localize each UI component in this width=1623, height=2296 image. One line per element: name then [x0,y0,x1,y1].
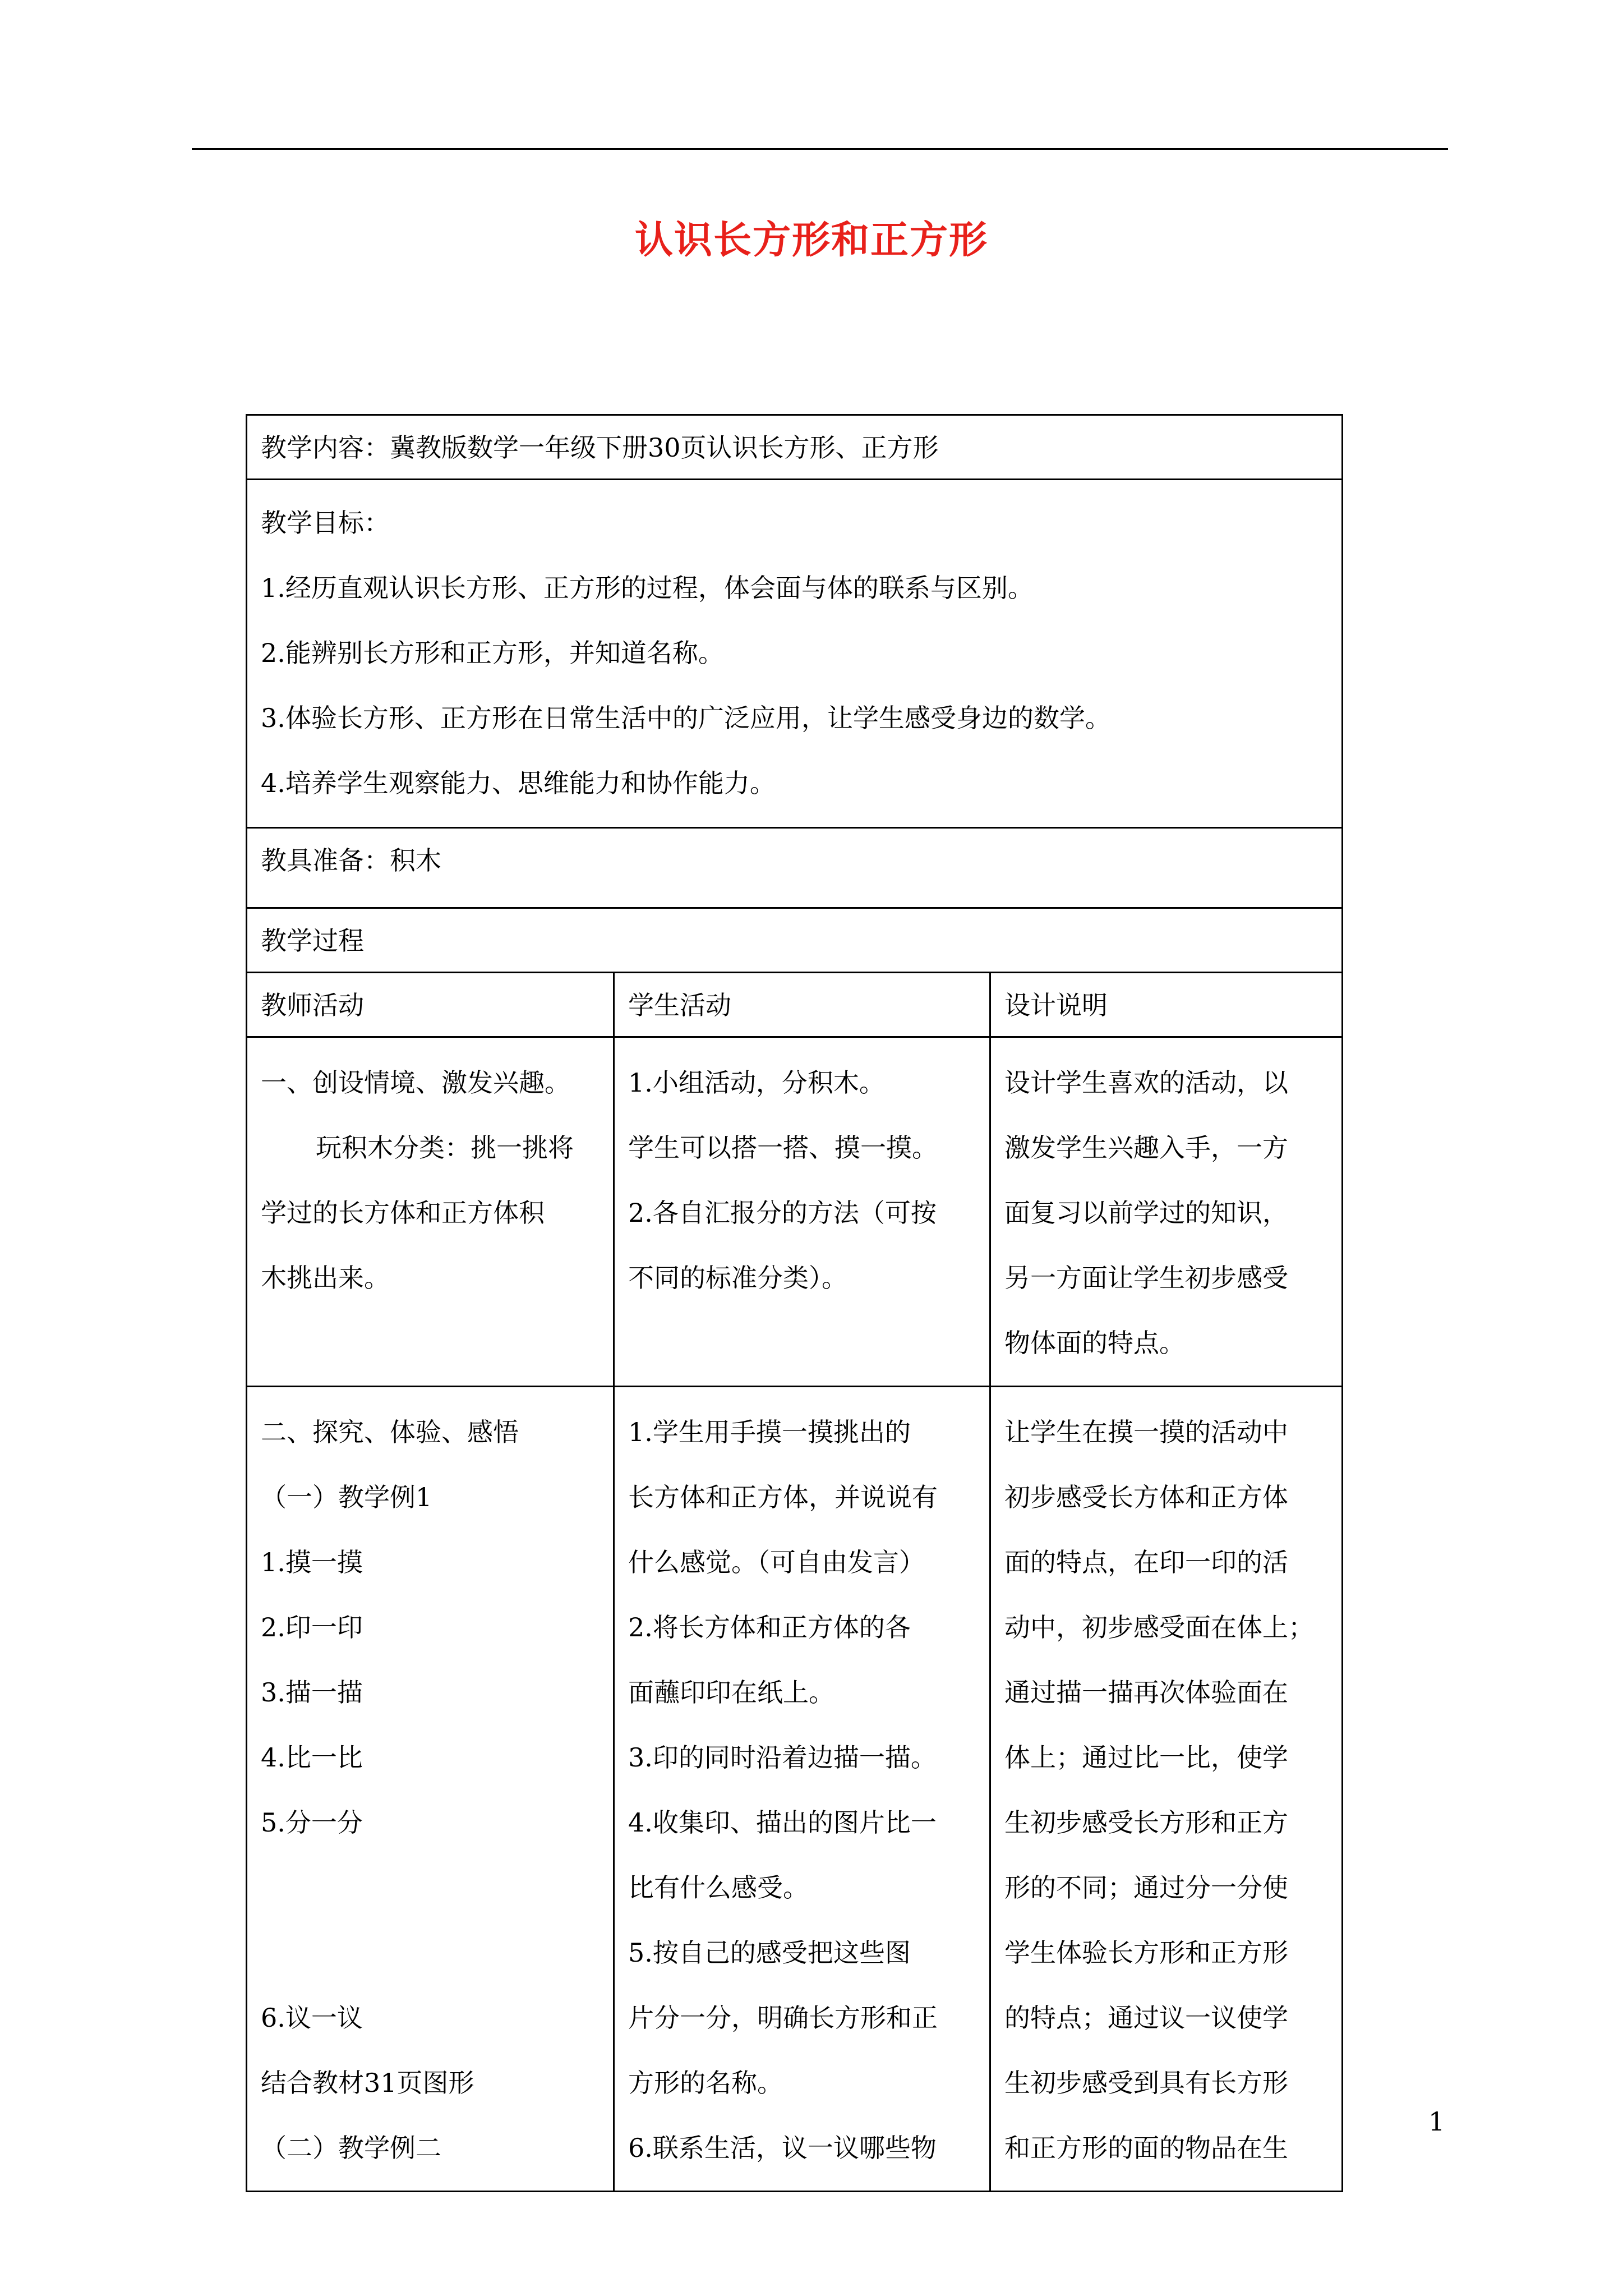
text-line: 1.学生用手摸一摸挑出的 [628,1417,911,1447]
text-line: 1.小组活动，分积木。 [628,1068,885,1098]
column-header-teacher: 教师活动 [247,973,614,1037]
section-2-design [990,1387,1343,2192]
text-line: 2.将长方体和正方体的各 [628,1612,911,1642]
text-line: 激发学生兴趣入手，一方 [1004,1133,1288,1163]
section-1-design [990,1037,1343,1387]
text-line: 长方体和正方体，并说说有 [628,1482,938,1512]
text-line: 初步感受长方体和正方体 [1004,1482,1288,1512]
text-line: 另一方面让学生初步感受 [1004,1263,1288,1293]
text-line: 生初步感受到具有长方形 [1004,2068,1288,2098]
objectives-heading: 教学目标： [261,508,390,538]
text-line: 4.比一比 [261,1742,363,1773]
teaching-objectives [247,480,1343,828]
text-line: 不同的标准分类）。 [628,1263,847,1293]
teaching-materials: 教具准备：积木 [247,828,1343,908]
text-line: 4.收集印、描出的图片比一 [628,1807,937,1838]
text-line: 3.印的同时沿着边描一描。 [628,1742,937,1773]
section-1-student [614,1037,990,1387]
teaching-process-heading: 教学过程 [247,908,1343,973]
objectives-row [247,480,1343,828]
text-line: 学生可以搭一搭、摸一摸。 [628,1133,938,1163]
objective-item: 2.能辨别长方形和正方形，并知道名称。 [261,638,724,668]
lesson-plan-table [246,414,1343,2192]
materials-row [247,828,1343,908]
teaching-content: 教学内容：冀教版数学一年级下册30页认识长方形、正方形 [247,415,1343,480]
text-line: 比有什么感受。 [628,1872,809,1903]
column-header-student: 学生活动 [614,973,990,1037]
column-header-design: 设计说明 [990,973,1343,1037]
text-line: 生初步感受长方形和正方 [1004,1807,1288,1838]
text-line: 让学生在摸一摸的活动中 [1004,1417,1288,1447]
section-1-row [247,1037,1343,1387]
text-line: 5.按自己的感受把这些图 [628,1938,911,1968]
section-2-student [614,1387,990,2192]
text-line: 面的特点，在印一印的活 [1004,1547,1288,1577]
section-1-teacher [247,1037,614,1387]
page-title: 认识长方形和正方形 [634,218,988,263]
text-line: （一）教学例1 [261,1482,432,1512]
text-line: 2.各自汇报分的方法（可按 [628,1198,937,1228]
text-line: 2.印一印 [261,1612,363,1642]
objective-item: 3.体验长方形、正方形在日常生活中的广泛应用，让学生感受身边的数学。 [261,703,1111,733]
section-2-teacher [247,1387,614,2192]
text-line: 通过描一描再次体验面在 [1004,1677,1288,1708]
text-line: 玩积木分类：挑一挑将 [316,1133,574,1163]
process-row [247,908,1343,973]
page-number: 1 [1428,2106,1445,2137]
text-line: 面蘸印印在纸上。 [628,1677,834,1708]
text-line: 设计学生喜欢的活动，以 [1004,1068,1288,1098]
text-line: 结合教材31页图形 [261,2068,474,2098]
text-line: 什么感觉。（可自由发言） [628,1547,925,1577]
text-line: 方形的名称。 [628,2068,783,2098]
text-line: 动中，初步感受面在体上； [1004,1612,1314,1642]
text-line: 3.描一描 [261,1677,363,1708]
text-line: 二、探究、体验、感悟 [261,1417,519,1447]
text-line: 学生体验长方形和正方形 [1004,1938,1288,1968]
objective-item: 1.经历直观认识长方形、正方形的过程，体会面与体的联系与区别。 [261,573,1034,603]
text-line: 6.联系生活，议一议哪些物 [628,2133,937,2163]
text-line: 一、创设情境、激发兴趣。 [261,1068,570,1098]
text-line: 6.议一议 [261,2003,363,2033]
text-line: 面复习以前学过的知识， [1004,1198,1288,1228]
content-row [247,415,1343,480]
column-header-row [247,973,1343,1037]
text-line: 和正方形的面的物品在生 [1004,2133,1288,2163]
text-line: 1.摸一摸 [261,1547,363,1577]
text-line: 木挑出来。 [261,1263,390,1293]
text-line: （二）教学例二 [261,2133,441,2163]
text-line: 体上；通过比一比，使学 [1004,1742,1288,1773]
header-rule [192,148,1448,150]
text-line: 物体面的特点。 [1004,1328,1185,1358]
text-line: 5.分一分 [261,1807,363,1838]
text-line: 形的不同；通过分一分使 [1004,1872,1288,1903]
text-line: 的特点；通过议一议使学 [1004,2003,1288,2033]
blank-space [261,1855,600,1985]
text-line: 学过的长方体和正方体积 [261,1198,545,1228]
objective-item: 4.培养学生观察能力、思维能力和协作能力。 [261,768,776,798]
text-line: 片分一分，明确长方形和正 [628,2003,938,2033]
section-2-row [247,1387,1343,2192]
